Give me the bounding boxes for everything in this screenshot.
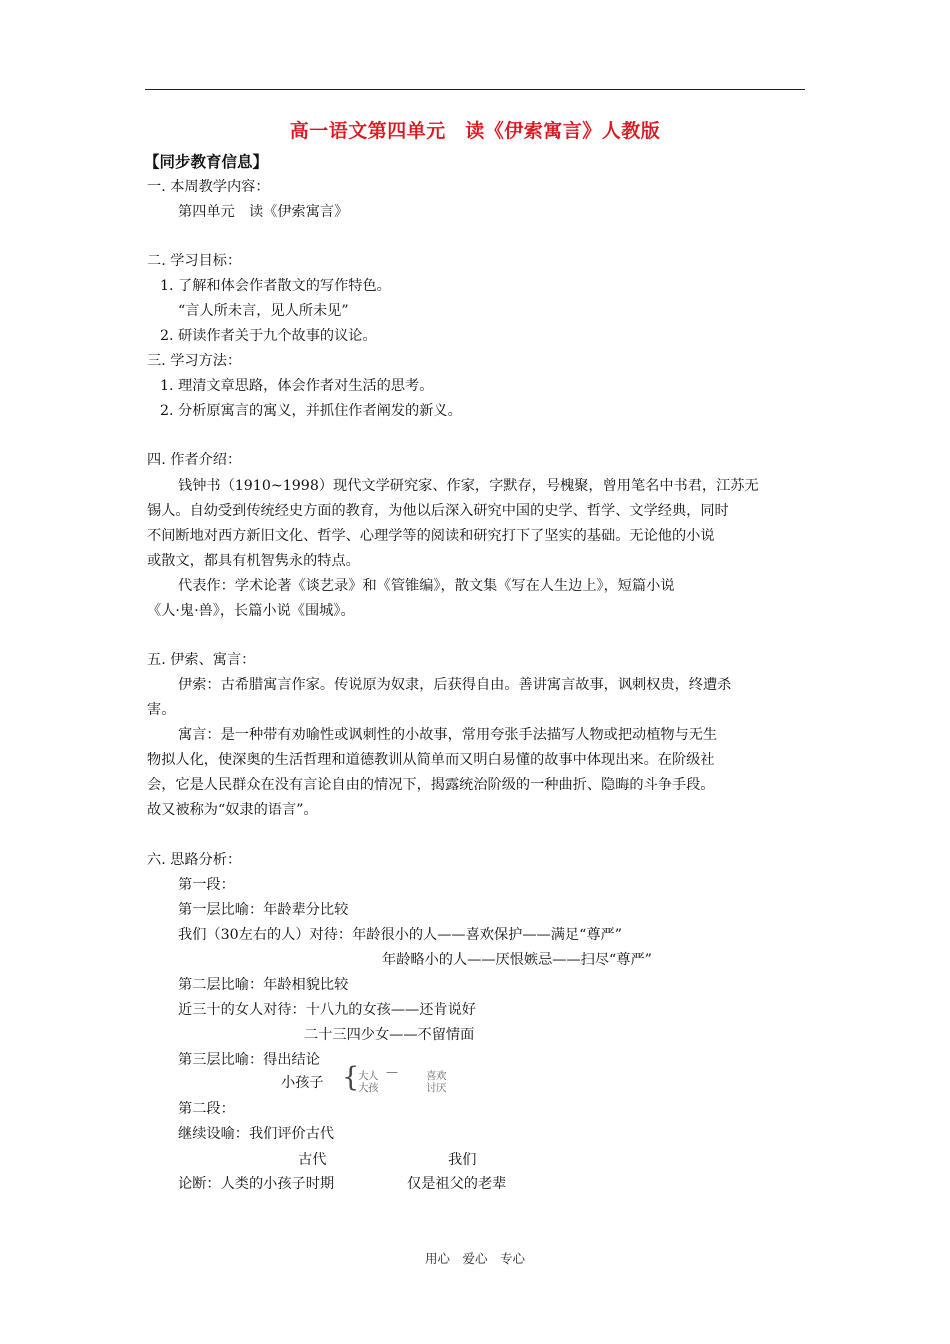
brace-diagram	[342, 1062, 472, 1094]
page-footer: 用心 爱心 专心	[424, 1251, 525, 1266]
outline-line: 小孩子	[281, 1075, 324, 1091]
list-item: 1. 了解和体会作者散文的写作特色。	[160, 278, 391, 294]
outline-line: 二十三四少女——不留情面	[304, 1027, 475, 1043]
brace-bottom-right: 讨厌	[426, 1082, 446, 1094]
brace-dash: —	[386, 1065, 398, 1079]
paragraph-line: 不间断地对西方新旧文化、哲学、心理学等的阅读和研究打下了坚实的基础。无论他的小说	[147, 528, 715, 544]
paragraph-line: 或散文，都具有机智隽永的特点。	[147, 553, 360, 569]
paragraph-line: 故又被称为“奴隶的语言”。	[147, 802, 318, 818]
list-item: 2. 分析原寓言的寓义，并抓住作者阐发的新义。	[160, 403, 462, 419]
paragraph-line: 害。	[147, 702, 176, 718]
paragraph-line: 会，它是人民群众在没有言论自由的情况下，揭露统治阶级的一种曲折、隐晦的斗争手段。	[147, 777, 715, 793]
section-heading: 【同步教育信息】	[144, 153, 269, 171]
outline-line: 第一段：	[178, 877, 235, 893]
quote-line: “言人所未言，见人所未见”	[178, 303, 349, 319]
heading-author-intro: 四. 作者介绍：	[147, 452, 242, 468]
heading-learning-methods: 三. 学习方法：	[147, 353, 242, 369]
heading-structure-analysis: 六. 思路分析：	[147, 852, 242, 868]
header-rule	[145, 89, 805, 90]
list-item: 1. 理清文章思路，体会作者对生活的思考。	[160, 378, 434, 394]
page-title: 高一语文第四单元 读《伊索寓言》人教版	[289, 120, 661, 142]
brace-top-left: 大人	[358, 1070, 378, 1082]
text-line: 第四单元 读《伊索寓言》	[178, 204, 349, 220]
outline-line: 继续设喻：我们评价古代	[178, 1126, 335, 1142]
paragraph-line: 物拟人化，使深奥的生活哲理和道德教训从简单而又明白易懂的故事中体现出来。在阶级社	[147, 752, 715, 768]
outline-line: 年龄略小的人——厌恨嫉忌——扫尽“尊严”	[382, 952, 652, 968]
outline-line: 我们	[448, 1152, 477, 1168]
outline-line: 第二段：	[178, 1101, 235, 1117]
paragraph-line: 伊索：古希腊寓言作家。传说原为奴隶，后获得自由。善讲寓言故事，讽刺权贵，终遭杀	[178, 677, 732, 693]
outline-line: 古代	[298, 1152, 327, 1168]
outline-line: 我们（30左右的人）对待：年龄很小的人——喜欢保护——满足“尊严”	[178, 927, 622, 943]
heading-learning-goals: 二. 学习目标：	[147, 253, 242, 269]
paragraph-line: 锡人。自幼受到传统经史方面的教育，为他以后深入研究中国的史学、哲学、文学经典，同时	[147, 503, 729, 519]
brace-symbol: {	[342, 1062, 360, 1093]
outline-line: 论断：人类的小孩子时期	[178, 1176, 335, 1192]
outline-line: 第一层比喻：年龄辈分比较	[178, 902, 349, 918]
paragraph-line: 寓言：是一种带有劝喻性或讽刺性的小故事，常用夸张手法描写人物或把动植物与无生	[178, 727, 718, 743]
brace-top-right: 喜欢	[426, 1070, 446, 1082]
paragraph-line: 《人·鬼·兽》，长篇小说《围城》。	[147, 603, 355, 619]
paragraph-line: 钱钟书（1910~1998）现代文学研究家、作家，字默存，号槐聚，曾用笔名中书君，江苏无	[178, 478, 759, 494]
heading-aesop-fable: 五. 伊索、寓言：	[147, 652, 256, 668]
paragraph-line: 代表作：学术论著《谈艺录》和《管锥编》，散文集《写在人生边上》，短篇小说	[178, 578, 675, 594]
outline-line: 近三十的女人对待：十八九的女孩——还肯说好	[178, 1002, 476, 1018]
heading-teaching-content: 一. 本周教学内容：	[147, 179, 270, 195]
brace-bottom-left: 大孩	[358, 1082, 378, 1094]
outline-line: 第三层比喻：得出结论	[178, 1052, 320, 1068]
outline-line: 仅是祖父的老辈	[407, 1176, 507, 1192]
list-item: 2. 研读作者关于九个故事的议论。	[160, 328, 377, 344]
outline-line: 第二层比喻：年龄相貌比较	[178, 977, 349, 993]
